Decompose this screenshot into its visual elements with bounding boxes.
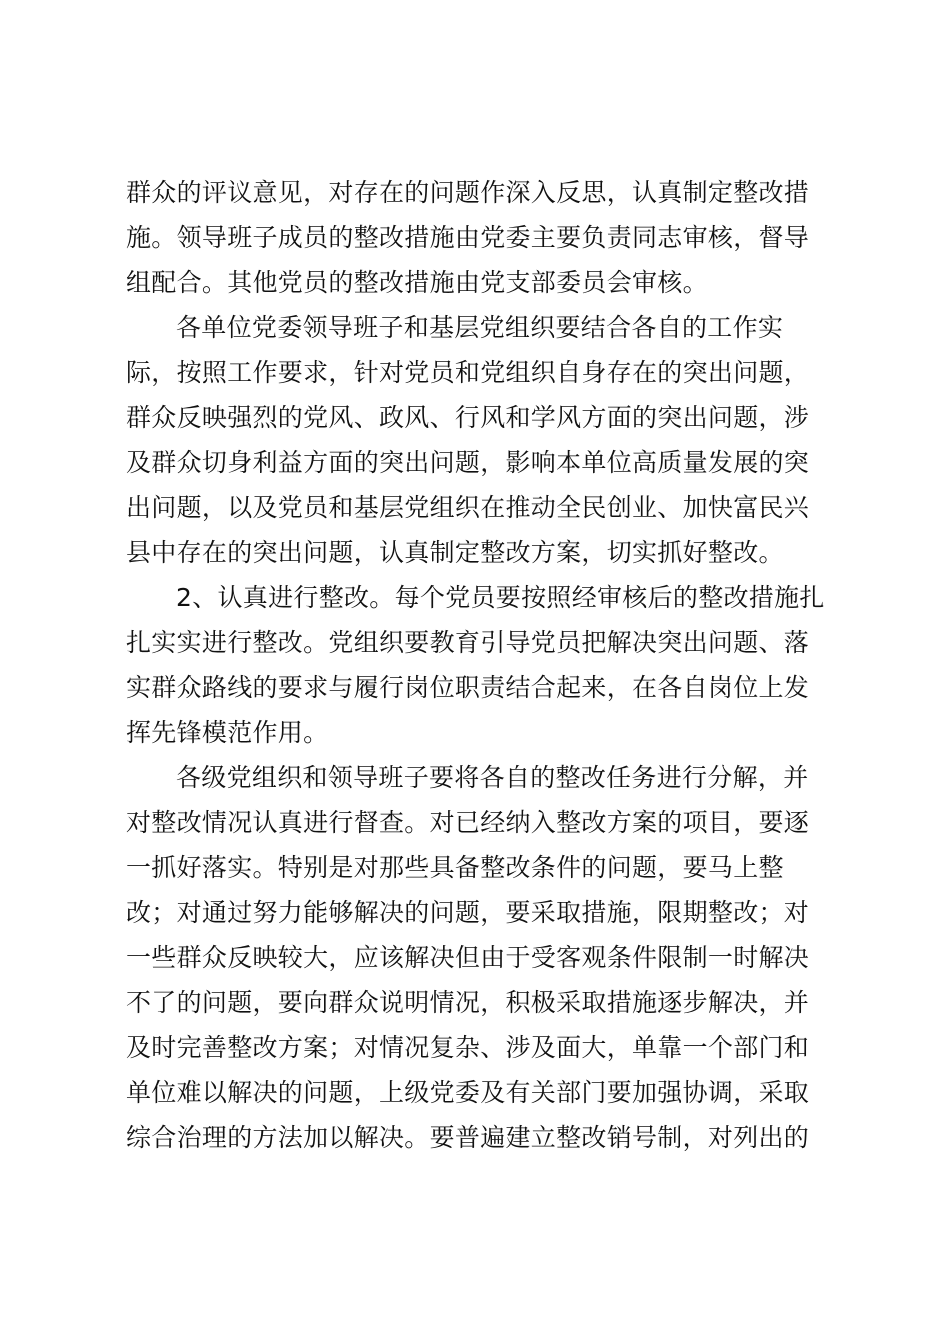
- text-line: 综合治理的方法加以解决。要普遍建立整改销号制，对列出的: [126, 1123, 810, 1152]
- body-text: [126, 170, 846, 1160]
- paragraph-start-line: 各单位党委领导班子和基层党组织要结合各自的工作实: [176, 313, 784, 342]
- text-line: 挥先锋模范作用。: [126, 718, 329, 747]
- text-line: 出问题，以及党员和基层党组织在推动全民创业、加快富民兴: [126, 493, 810, 522]
- text-line: 单位难以解决的问题，上级党委及有关部门要加强协调，采取: [126, 1078, 810, 1107]
- text-line: 不了的问题，要向群众说明情况，积极采取措施逐步解决，并: [126, 988, 810, 1017]
- text-line: 县中存在的突出问题，认真制定整改方案，切实抓好整改。: [126, 538, 784, 567]
- text-line: 改；对通过努力能够解决的问题，要采取措施，限期整改；对: [126, 898, 810, 927]
- text-line: 对整改情况认真进行督查。对已经纳入整改方案的项目，要逐: [126, 808, 810, 837]
- text-line: 扎实实进行整改。党组织要教育引导党员把解决突出问题、落: [126, 628, 810, 657]
- text-line: 实群众路线的要求与履行岗位职责结合起来，在各自岗位上发: [126, 673, 810, 702]
- text-line: 组配合。其他党员的整改措施由党支部委员会审核。: [126, 268, 708, 297]
- text-line: 一些群众反映较大，应该解决但由于受客观条件限制一时解决: [126, 943, 810, 972]
- paragraph-start-line: 各级党组织和领导班子要将各自的整改任务进行分解，并: [176, 763, 809, 792]
- text-line: 及时完善整改方案；对情况复杂、涉及面大，单靠一个部门和: [126, 1033, 810, 1062]
- text-line: 施。领导班子成员的整改措施由党委主要负责同志审核，督导: [126, 223, 810, 252]
- text-line: 及群众切身利益方面的突出问题，影响本单位高质量发展的突: [126, 448, 810, 477]
- text-line: 群众的评议意见，对存在的问题作深入反思，认真制定整改措: [126, 178, 810, 207]
- paragraph-start-line: 2、认真进行整改。每个党员要按照经审核后的整改措施扎: [176, 583, 825, 612]
- text-line: 群众反映强烈的党风、政风、行风和学风方面的突出问题，涉: [126, 403, 810, 432]
- text-line: 一抓好落实。特别是对那些具备整改条件的问题，要马上整: [126, 853, 784, 882]
- text-line: 际，按照工作要求，针对党员和党组织自身存在的突出问题，: [126, 358, 810, 387]
